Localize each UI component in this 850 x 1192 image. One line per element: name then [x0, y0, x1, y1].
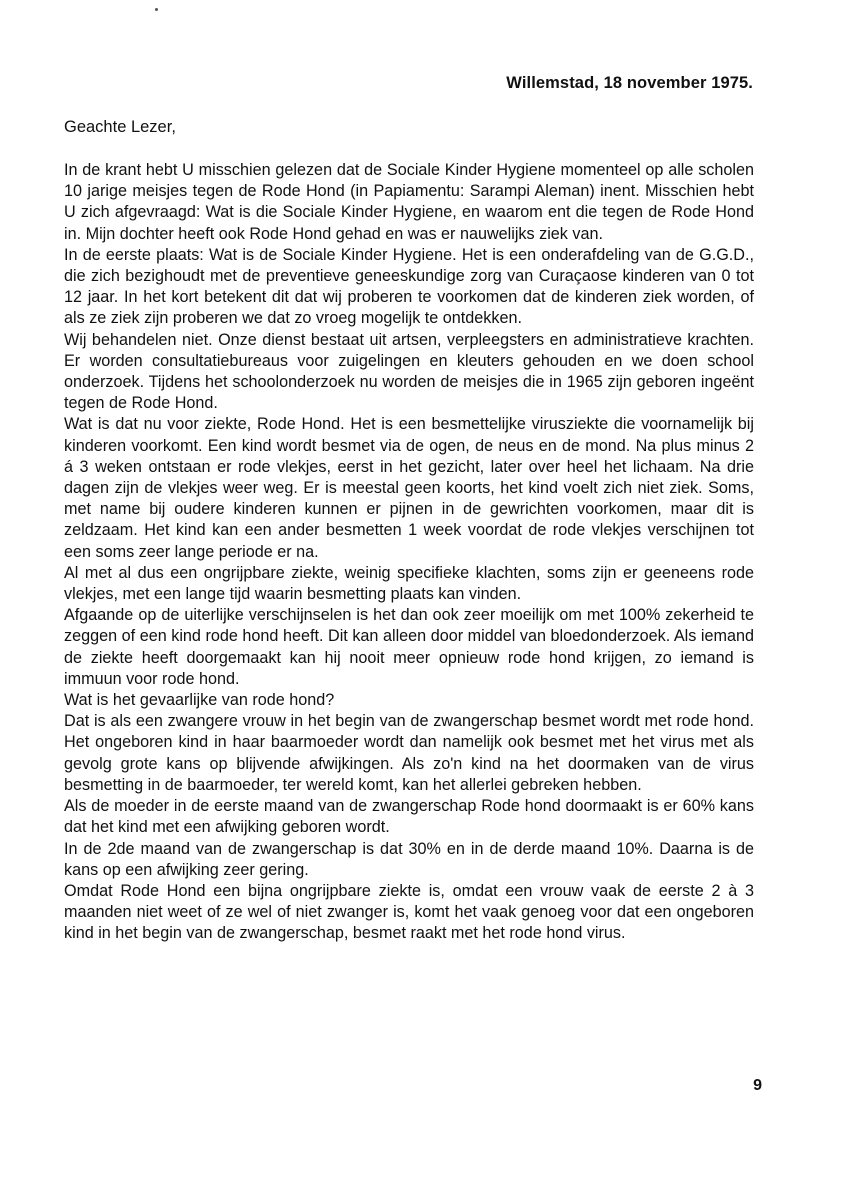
- scan-speck: [155, 8, 158, 11]
- paragraph: In de 2de maand van de zwangerschap is dat 30% en in de derde maand 10%. Daarna is de kans op een afwijking zeer gering.: [64, 839, 754, 879]
- paragraph: Al met al dus een ongrijpbare ziekte, weinig specifieke klachten, soms zijn er geeneens rode vlekjes, met een lange tijd waarin besmetting plaats kan vinden.: [64, 563, 754, 604]
- paragraph: Dat is als een zwangere vrouw in het begin van de zwangerschap besmet wordt met rode hond. Het ongeboren kind in haar baarmoeder wordt dan namelijk ook besmet met het virus met als gevolg grote kans op blijvende afwijkingen. Als zo'n kind na het doormaken van de virus besmetting in de baarmoeder, ter wereld komt, kan het allerlei gebreken hebben.: [64, 712, 754, 794]
- paragraph: In de eerste plaats: Wat is de Sociale Kinder Hygiene. Het is een onderafdeling van de G.G.D., die zich bezighoudt met de preventieve geneeskundige zorg van Curaçaose kinderen van 0 tot 12 jaar. In het kort betekent dit dat wij proberen te voorkomen dat de kinderen ziek worden, of als ze ziek zijn proberen we dat zo vroeg mogelijk te ontdekken.: [64, 245, 754, 328]
- letter-date: Willemstad, 18 november 1975.: [506, 74, 753, 92]
- letter-salutation: Geachte Lezer,: [64, 118, 176, 136]
- paragraph: In de krant hebt U misschien gelezen dat de Sociale Kinder Hygiene momenteel op alle scholen 10 jarige meisjes tegen de Rode Hond (in Papiamentu: Sarampi Aleman) inent. Misschien hebt U zich afgevraagd: Wat is die Sociale Kinder Hygiene, en waarom ent die tegen de Rode Hond in. Mijn dochter heeft ook Rode Hond gehad en was er nauwelijks ziek van.: [64, 161, 754, 243]
- page-number: 9: [753, 1077, 762, 1094]
- letter-body: [64, 160, 754, 945]
- paragraph: Wat is het gevaarlijke van rode hond?: [64, 691, 335, 710]
- paragraph: Wij behandelen niet. Onze dienst bestaat uit artsen, verpleegsters en administratieve krachten. Er worden consultatiebureaus voor zuigelingen en kleuters gehouden en we doen school onderzoek. Tijdens het schoolonderzoek nu worden de meisjes die in 1965 zijn geboren ingeënt tegen de Rode Hond.: [64, 330, 754, 413]
- paragraph: Afgaande op de uiterlijke verschijnselen is het dan ook zeer moeilijk om met 100% zekerheid te zeggen of een kind rode hond heeft. Dit kan alleen door middel van bloedonderzoek. Als iemand de ziekte heeft doorgemaakt kan hij nooit meer opnieuw rode hond krijgen, zo iemand is immuun voor rode hond.: [64, 606, 754, 688]
- paragraph: Wat is dat nu voor ziekte, Rode Hond. Het is een besmettelijke virusziekte die voornamelijk bij kinderen voorkomt. Een kind wordt besmet via de ogen, de neus en de mond. Na plus minus 2 á 3 weken ontstaan er rode vlekjes, eerst in het gezicht, later over heel het lichaam. Na drie dagen zijn de vlekjes weer weg. Er is meestal geen koorts, het kind voelt zich niet ziek. Soms, met name bij oudere kinderen kunnen er pijnen in de gewrichten voorkomen, maar dit is zeldzaam. Het kind kan een ander besmetten 1 week voordat de rode vlekjes verschijnen tot een soms zeer lange periode er na.: [64, 415, 754, 561]
- paragraph: Omdat Rode Hond een bijna ongrijpbare ziekte is, omdat een vrouw vaak de eerste 2 à 3 maanden niet weet of ze wel of niet zwanger is, komt het vaak genoeg voor dat een ongeboren kind in het begin van de zwangerschap, besmet raakt met het rode hond virus.: [64, 881, 754, 943]
- paragraph: Als de moeder in de eerste maand van de zwangerschap Rode hond doormaakt is er 60% kans dat het kind met een afwijking geboren wordt.: [64, 797, 754, 837]
